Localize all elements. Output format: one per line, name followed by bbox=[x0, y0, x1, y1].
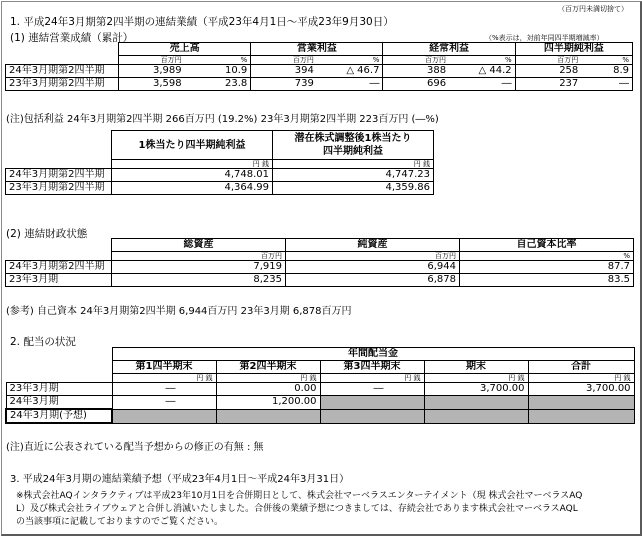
table-row bbox=[6, 65, 633, 78]
header-year-end: 期末 bbox=[424, 361, 528, 374]
forecast-note-line2: L）及び株式会社ライブウェアと合併し消滅いたしました。合併後の業績予想につきましては、存続会社であります株式会社マーベラスAQL bbox=[16, 504, 578, 514]
value-cell: △ 46.7 bbox=[317, 65, 383, 78]
value-cell: ― bbox=[581, 78, 632, 91]
header-diluted-eps-line1: 潜在株式調整後1株当たり bbox=[294, 133, 412, 144]
unit-cell: 百万円 bbox=[515, 56, 581, 65]
unit-cell: % bbox=[185, 56, 251, 65]
value-cell: 6,944 bbox=[286, 261, 460, 274]
value-cell: 87.7 bbox=[460, 261, 634, 274]
value-cell: 0.00 bbox=[216, 383, 320, 396]
value-cell: 3,598 bbox=[119, 78, 185, 91]
row-label: 23年3月期 bbox=[6, 383, 112, 396]
value-cell: 8,235 bbox=[112, 274, 286, 287]
header-ordinary-income: 経常利益 bbox=[383, 43, 515, 56]
row-label: 24年3月期第2四半期 bbox=[6, 261, 112, 274]
table-row bbox=[6, 383, 634, 396]
table-row bbox=[6, 274, 634, 287]
header-net-assets: 純資産 bbox=[286, 239, 460, 252]
header-sales: 売上高 bbox=[119, 43, 251, 56]
row-label: 23年3月期 bbox=[6, 274, 112, 287]
value-cell: 3,700.00 bbox=[528, 383, 634, 396]
header-net-income: 四半期純利益 bbox=[515, 43, 632, 56]
value-cell: 8.9 bbox=[581, 65, 632, 78]
header-total-assets: 総資産 bbox=[112, 239, 286, 252]
value-cell: ― bbox=[320, 383, 424, 396]
value-cell: 83.5 bbox=[460, 274, 634, 287]
unit-cell: 円 銭 bbox=[216, 374, 320, 383]
blank-cell bbox=[6, 374, 112, 383]
value-cell: 696 bbox=[383, 78, 449, 91]
unit-cell: % bbox=[317, 56, 383, 65]
section2-subtitle: (2) 連結財政状態 bbox=[6, 228, 88, 240]
value-cell: 7,919 bbox=[112, 261, 286, 274]
value-cell: 4,747.23 bbox=[273, 169, 434, 182]
unit-cell: 百万円 bbox=[383, 56, 449, 65]
header-diluted-eps bbox=[273, 131, 434, 160]
blank-cell bbox=[6, 43, 119, 56]
header-equity-ratio: 自己資本比率 bbox=[460, 239, 634, 252]
blank-cell bbox=[6, 348, 112, 361]
value-cell: 10.9 bbox=[185, 65, 251, 78]
dividends-table bbox=[5, 347, 635, 424]
value-cell: 4,748.01 bbox=[112, 169, 273, 182]
value-cell: 394 bbox=[251, 65, 317, 78]
forecast-note-line1: ※株式会社AQインタラクティブは平成23年10月1日を合併期日として、株式会社マーベラスエンターテイメント（現 株式会社マーベラスAQ bbox=[16, 491, 583, 501]
row-label: 24年3月期(予想) bbox=[6, 409, 112, 423]
blank-cell bbox=[6, 56, 119, 65]
unit-note: （百万円未満切捨て） bbox=[558, 5, 628, 13]
blank-cell bbox=[6, 131, 112, 160]
unit-cell: 百万円 bbox=[119, 56, 185, 65]
row-label: 23年3月期第2四半期 bbox=[6, 182, 112, 195]
unit-cell: % bbox=[581, 56, 632, 65]
header-annual-dividend: 年間配当金 bbox=[112, 348, 634, 361]
table-row bbox=[6, 182, 434, 195]
value-cell: 237 bbox=[515, 78, 581, 91]
shaded-cell bbox=[320, 409, 424, 423]
value-cell: 3,700.00 bbox=[424, 383, 528, 396]
row-label: 24年3月期 bbox=[6, 396, 112, 410]
header-operating-income: 営業利益 bbox=[251, 43, 383, 56]
shaded-cell bbox=[320, 396, 424, 410]
value-cell: 6,878 bbox=[286, 274, 460, 287]
table-row bbox=[6, 396, 634, 410]
value-cell: △ 44.2 bbox=[449, 65, 515, 78]
unit-cell: 百万円 bbox=[286, 252, 460, 261]
row-label: 24年3月期第2四半期 bbox=[6, 65, 119, 78]
shaded-cell bbox=[424, 396, 528, 410]
forecast-note-line3: の当該事項に記載しておりますのでご覧ください。 bbox=[16, 517, 224, 527]
unit-cell: 百万円 bbox=[112, 252, 286, 261]
table-row bbox=[6, 409, 634, 423]
table-row bbox=[6, 169, 434, 182]
unit-cell: % bbox=[449, 56, 515, 65]
header-eps: 1株当たり四半期純利益 bbox=[112, 131, 273, 160]
unit-cell: 円 銭 bbox=[112, 374, 216, 383]
unit-cell: 円 銭 bbox=[273, 160, 434, 169]
row-label: 23年3月期第2四半期 bbox=[6, 78, 119, 91]
header-q1: 第1四半期末 bbox=[112, 361, 216, 374]
row-label: 24年3月期第2四半期 bbox=[6, 169, 112, 182]
header-q2: 第2四半期末 bbox=[216, 361, 320, 374]
unit-cell: 円 銭 bbox=[320, 374, 424, 383]
section1-title: 1. 平成24年3月期第2四半期の連結業績（平成23年4月1日～平成23年9月30日） bbox=[10, 16, 394, 28]
unit-cell: 円 銭 bbox=[424, 374, 528, 383]
header-diluted-eps-line2: 四半期純利益 bbox=[323, 146, 383, 157]
unit-cell: 円 銭 bbox=[112, 160, 273, 169]
equity-reference-note: (参考) 自己資本 24年3月期第2四半期 6,944百万円 23年3月期 6,878百万円 bbox=[6, 306, 352, 317]
comprehensive-income-note: (注)包括利益 24年3月期第2四半期 266百万円 (19.2%) 23年3月期第2四半期 223百万円 (―%) bbox=[6, 114, 439, 125]
blank-cell bbox=[6, 361, 112, 374]
unit-cell: % bbox=[460, 252, 634, 261]
shaded-cell bbox=[528, 396, 634, 410]
header-q3: 第3四半期末 bbox=[320, 361, 424, 374]
section4-title: 3. 平成24年3月期の連結業績予想（平成23年4月1日～平成24年3月31日） bbox=[10, 474, 350, 485]
shaded-cell bbox=[112, 409, 216, 423]
value-cell: ― bbox=[112, 396, 216, 410]
blank-cell bbox=[6, 160, 112, 169]
value-cell: 739 bbox=[251, 78, 317, 91]
value-cell: 4,359.86 bbox=[273, 182, 434, 195]
value-cell: ― bbox=[449, 78, 515, 91]
value-cell: 3,989 bbox=[119, 65, 185, 78]
header-total: 合計 bbox=[528, 361, 634, 374]
value-cell: 388 bbox=[383, 65, 449, 78]
shaded-cell bbox=[216, 409, 320, 423]
value-cell: ― bbox=[317, 78, 383, 91]
value-cell: 23.8 bbox=[185, 78, 251, 91]
value-cell: 4,364.99 bbox=[112, 182, 273, 195]
blank-cell bbox=[6, 252, 112, 261]
section3-title: 2. 配当の状況 bbox=[10, 336, 76, 348]
unit-cell: 百万円 bbox=[251, 56, 317, 65]
table-row bbox=[6, 261, 634, 274]
unit-cell: 円 銭 bbox=[528, 374, 634, 383]
shaded-cell bbox=[424, 409, 528, 423]
value-cell: ― bbox=[112, 383, 216, 396]
shaded-cell bbox=[528, 409, 634, 423]
blank-cell bbox=[6, 239, 112, 252]
eps-table bbox=[5, 130, 434, 195]
dividend-note: (注)直近に公表されている配当予想からの修正の有無 : 無 bbox=[6, 442, 264, 453]
operating-results-table bbox=[5, 42, 633, 91]
table-row bbox=[6, 78, 633, 91]
financial-position-table bbox=[5, 238, 634, 287]
value-cell: 1,200.00 bbox=[216, 396, 320, 410]
section1-subtitle: (1) 連結営業成績（累計） bbox=[10, 32, 134, 44]
pct-note: （%表示は，対前年同四半期増減率） bbox=[485, 34, 604, 42]
value-cell: 258 bbox=[515, 65, 581, 78]
